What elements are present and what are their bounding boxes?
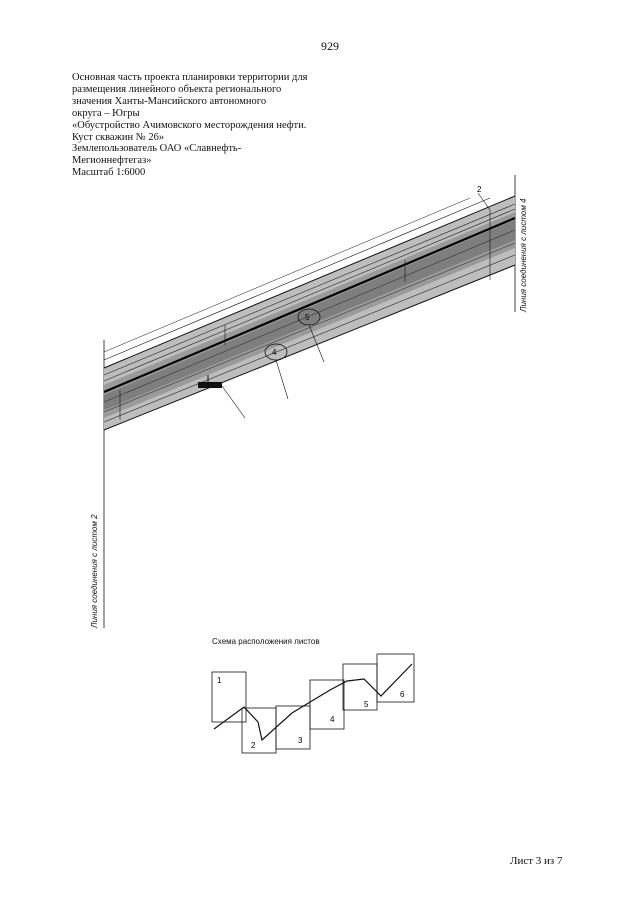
page-number: 929	[321, 39, 339, 53]
header-line: значения Ханты-Мансийского автономного	[72, 95, 267, 107]
scheme-sheet-6-label: 6	[400, 690, 405, 699]
header-line: размещения линейного объекта регионального	[72, 83, 282, 95]
callout-4-label: 4	[272, 348, 277, 357]
scheme-sheet-1-label: 1	[217, 676, 222, 685]
corridor-band	[104, 196, 515, 430]
scheme-sheet-2-label: 2	[251, 741, 256, 750]
header-line: Основная часть проекта планировки территории для	[72, 72, 308, 83]
header-line: Куст скважин № 26»	[72, 131, 165, 143]
scheme-sheet-4-label: 4	[330, 715, 335, 724]
scheme-sheet-2	[242, 708, 276, 753]
header-block	[72, 72, 332, 179]
scheme-sheet-4	[310, 680, 344, 729]
scheme-sheet-5-label: 5	[364, 700, 369, 709]
match-line-left-label: Линия соединения с листом 2	[90, 514, 99, 628]
callout-5-label: 5	[305, 313, 310, 322]
header-line: Мегионнефтегаз»	[72, 155, 152, 167]
scheme-sheet-3-label: 3	[298, 736, 303, 745]
sheet-footer: Лист 3 из 7	[510, 855, 563, 867]
header-line: Масштаб 1:6000	[72, 167, 146, 179]
header-line: округа – Югры	[72, 107, 140, 119]
header-line: Землепользователь ОАО «Славнефть-	[72, 143, 242, 155]
scheme-title: Схема расположения листов	[212, 637, 320, 646]
match-line-right-label: Линия соединения с листом 4	[519, 198, 528, 312]
sheet-layout-scheme	[0, 650, 640, 760]
top-marker	[477, 185, 490, 210]
header-line: «Обустройство Ачимовского месторождения нефти.	[72, 119, 307, 131]
top-marker-label: 2	[477, 185, 482, 194]
